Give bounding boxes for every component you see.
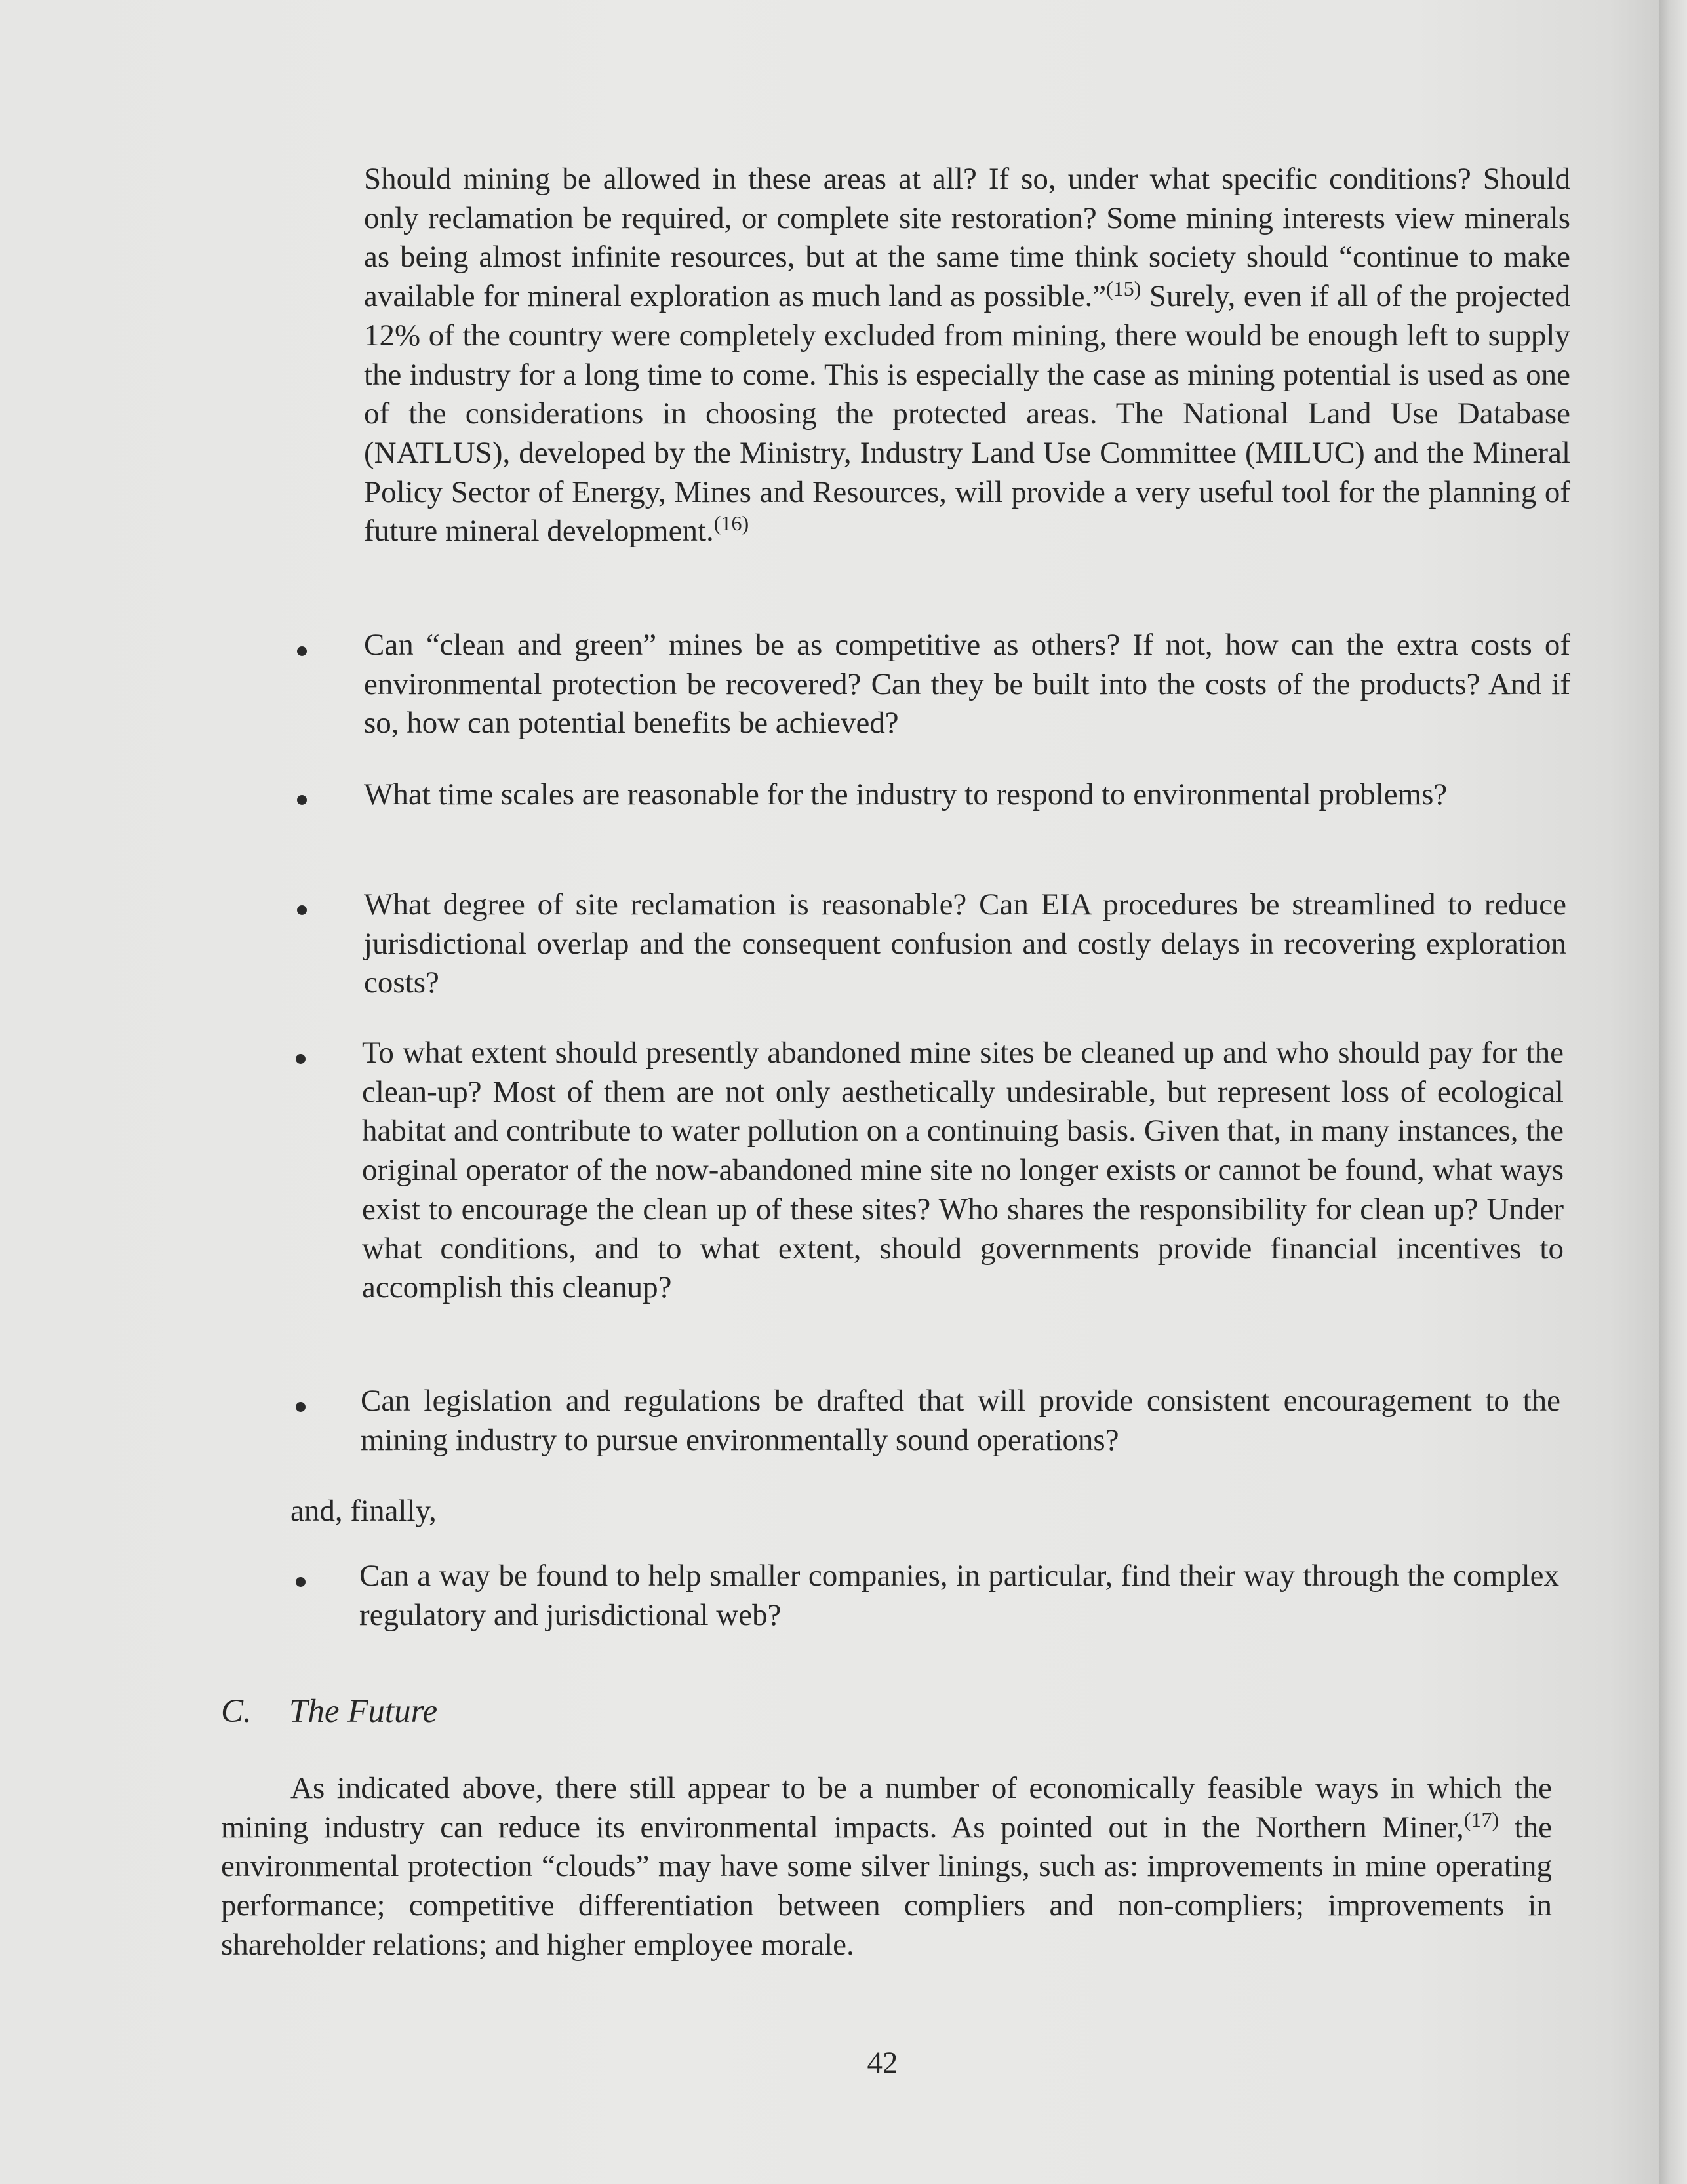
continuation-paragraph xyxy=(364,160,1570,551)
page-number: 42 xyxy=(867,2046,898,2080)
bullet-dot xyxy=(297,646,307,656)
bullet-dot xyxy=(297,905,307,915)
footnote-ref-16: (16) xyxy=(713,511,749,536)
bullet-item-site-reclamation: What degree of site reclamation is reasonable? Can EIA procedures be streamlined to reduce jurisdictional overlap and the consequent confusion and costly delays in recovering exploration costs? xyxy=(364,887,1566,1000)
section-letter: C. xyxy=(221,1693,252,1730)
section-title: The Future xyxy=(289,1693,438,1730)
future-text-part1: As indicated above, there still appear to be a number of economically feasible ways in which the mining industry can reduce its environmental impacts. As pointed out in the Northern Miner, xyxy=(221,1771,1552,1844)
bullet-item-time-scales: What time scales are reasonable for the industry to respond to environmental problems? xyxy=(364,777,1448,811)
bullet-item-clean-green: Can “clean and green” mines be as competitive as others? If not, how can the extra costs of environmental protection be recovered? Can they be built into the costs of the products? And if so, how can potential benefits be achieved? xyxy=(364,628,1570,741)
page-binding-edge xyxy=(1659,0,1687,2184)
continuation-text-part2: Surely, even if all of the projected 12% of the country were completely excluded from mining, there would be enough left to supply the industry for a long time to come. This is especially the case as mining potential is used as one of the considerations in choosing the protected areas. The National Land Use Database (NATLUS), developed by the Ministry, Industry Land Use Committee (MILUC) and the Mineral Policy Sector of Energy, Mines and Resources, will provide a very useful tool for the planning of future mineral development. xyxy=(364,279,1570,549)
bullet-item-abandoned-mines: To what extent should presently abandoned mine sites be cleaned up and who should pay for the clean-up? Most of them are not only aesthetically undesirable, but represent loss of ecological habitat and contribute to water pollution on a continuing basis. Given that, in many instances, the original operator of the now-abandoned mine site no longer exists or cannot be found, what ways exist to encourage the clean up of these sites? Who shares the responsibility for clean up? Under what conditions, and to what extent, should governments provide financial incentives to accomplish this cleanup? xyxy=(362,1036,1564,1305)
closing-phrase: and, finally, xyxy=(290,1494,437,1528)
future-paragraph xyxy=(221,1769,1552,1965)
bullet-dot xyxy=(297,795,307,805)
future-text-part2: the environmental protection “clouds” may have some silver linings, such as: improvements in mine operating performance; competitive differentiation between compliers and non-compliers; improvements in shareholder relations; and higher employee morale. xyxy=(221,1810,1552,1962)
bullet-dot xyxy=(296,1054,306,1064)
bullet-dot xyxy=(296,1577,306,1587)
footnote-ref-15: (15) xyxy=(1106,277,1141,301)
bullet-dot xyxy=(296,1402,306,1412)
footnote-ref-17: (17) xyxy=(1463,1807,1499,1831)
bullet-item-smaller-companies: Can a way be found to help smaller companies, in particular, find their way through the complex regulatory and jurisdictional web? xyxy=(359,1559,1559,1632)
section-heading xyxy=(221,1692,437,1731)
bullet-item-legislation: Can legislation and regulations be drafted that will provide consistent encouragement to the mining industry to pursue environmentally sound operations? xyxy=(361,1384,1560,1457)
continuation-text-part1: Should mining be allowed in these areas at all? If so, under what specific conditions? Should only reclamation be required, or complete site restoration? Some mining interests view minerals as being almost infinite resources, but at the same time think society should “continue to make available for mineral exploration as much land as possible.” xyxy=(364,162,1570,314)
